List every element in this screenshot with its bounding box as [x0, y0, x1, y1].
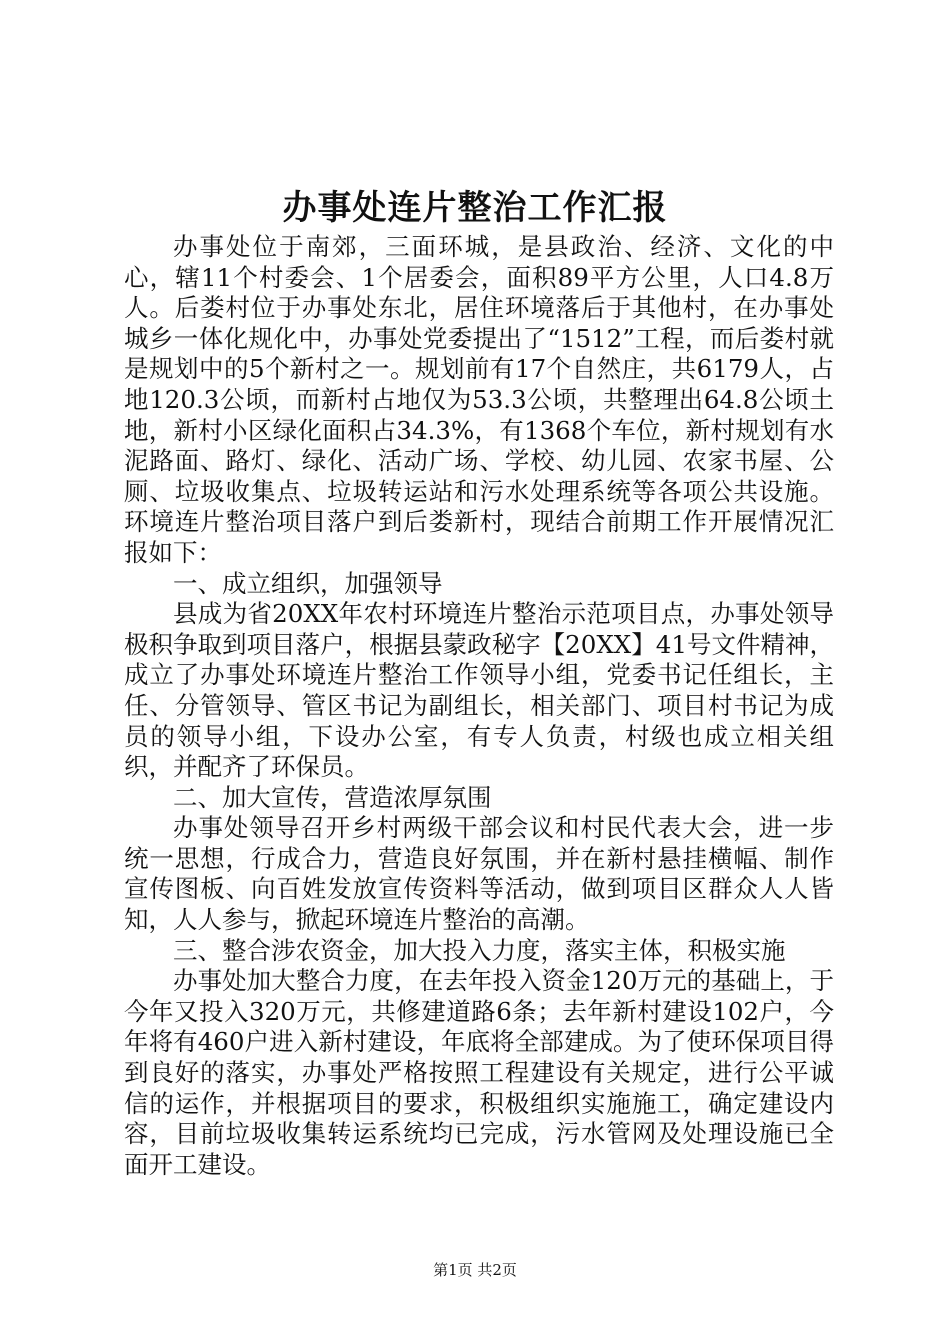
section-heading-2: 二、加大宣传，营造浓厚氛围 [173, 782, 492, 812]
section-heading-3: 三、整合涉农资金，加大投入力度，落实主体，积极实施 [173, 935, 786, 965]
intro-paragraph: 办事处位于南郊，三面环城，是县政治、经济、文化的中心，辖11个村委会、1个居委会，面积89平方公里，人口4.8万人。后娄村位于办事处东北，居住环境落后于其他村，在办事处城乡一体化规化中，办事处党委提出了“1512”工程，而后娄村就是规划中的5个新村之一。规划前有17个自然庄，共6179人，占地120.3公顷，而新村占地仅为53.3公顷，共整理出64.8公顷土地，新村小区绿化面积占34.3%，有1368个车位，新村规划有水泥路面、路灯、绿化、活动广场、学校、幼儿园、农家书屋、公厕、垃圾收集点、垃圾转运站和污水处理系统等各项公共设施。环境连片整治项目落户到后娄新村，现结合前期工作开展情况汇报如下： [124, 232, 834, 567]
section-paragraph-2: 办事处领导召开乡村两级干部会议和村民代表大会，进一步统一思想，行成合力，营造良好氛围，并在新村悬挂横幅、制作宣传图板、向百姓发放宣传资料等活动，做到项目区群众人人皆知，人人参与，掀起环境连片整治的高潮。 [124, 813, 834, 935]
section-heading-1: 一、成立组织，加强领导 [173, 568, 443, 598]
section-paragraph-3: 办事处加大整合力度，在去年投入资金120万元的基础上，于今年又投入320万元，共修建道路6条；去年新村建设102户，今年将有460户进入新村建设，年底将全部建成。为了使环保项目得到良好的落实，办事处严格按照工程建设有关规定，进行公平诚信的运作，并根据项目的要求，积极组织实施施工，确定建设内容，目前垃圾收集转运系统均已完成，污水管网及处理设施已全面开工建设。 [124, 966, 834, 1179]
page-number-footer: 第1页 共2页 [433, 1261, 517, 1279]
section-paragraph-1: 县成为省20XX年农村环境连片整治示范项目点，办事处领导极积争取到项目落户，根据县蒙政秘字【20XX】41号文件精神，成立了办事处环境连片整治工作领导小组，党委书记任组长，主任、分管领导、管区书记为副组长，相关部门、项目村书记为成员的领导小组，下设办公室，有专人负责，村级也成立相关组织，并配齐了环保员。 [124, 599, 834, 782]
document-title: 办事处连片整治工作汇报 [282, 188, 668, 228]
document-body [124, 232, 834, 1180]
